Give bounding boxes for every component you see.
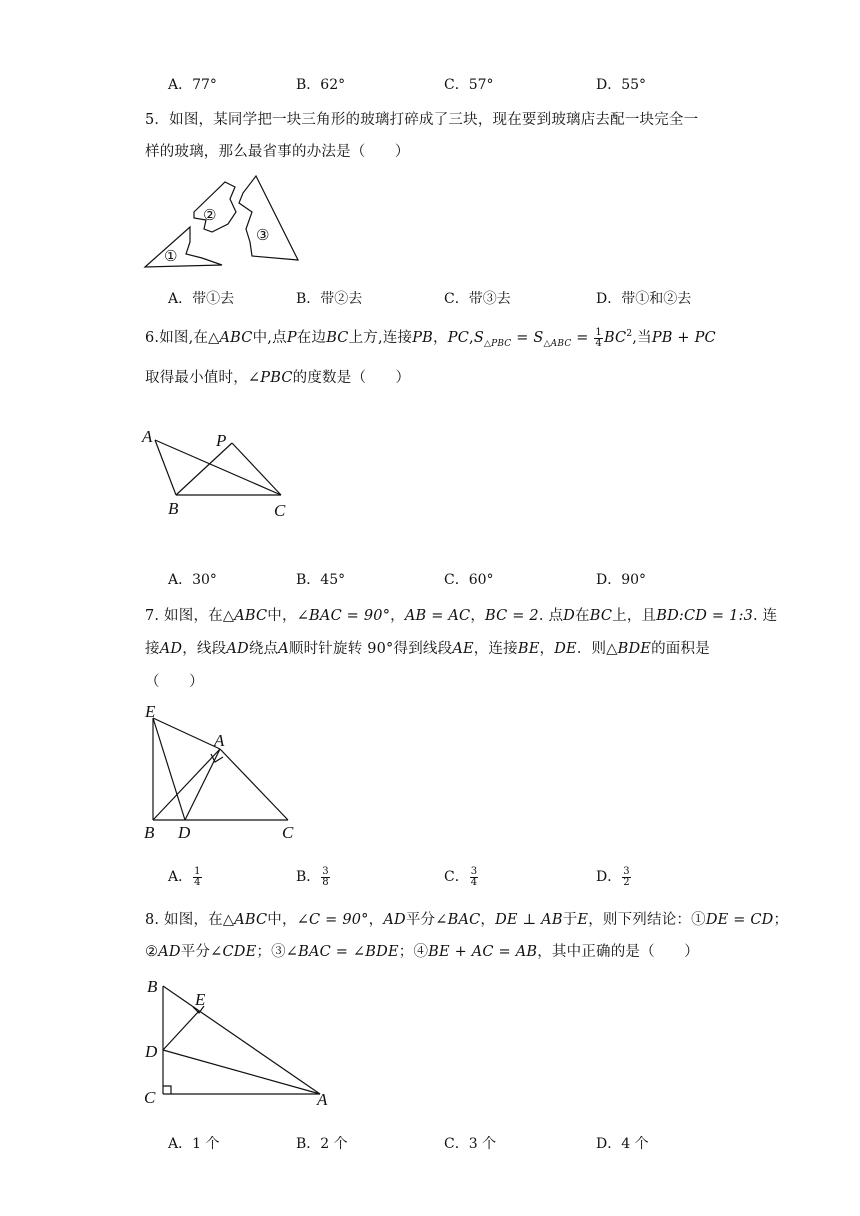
q7-math-bc: BC (589, 608, 613, 624)
q8-text: ， (480, 912, 496, 928)
q8-text: 中， (267, 912, 297, 928)
q8-label-a: A (317, 1090, 328, 1109)
q8-text: 于 (562, 912, 578, 928)
q7-text: 在 (575, 608, 590, 624)
q6-math-p: P (286, 330, 297, 346)
q8-text: ， (368, 912, 384, 928)
q8-label-d: D (145, 1042, 158, 1061)
q7-text: 7. 如图，在△ (145, 608, 235, 624)
frac-den: 4 (470, 876, 478, 888)
q7-option-fraction (622, 867, 630, 888)
q7-option-letter: D． (596, 869, 622, 885)
q7-math-cond2: AB = AC (404, 608, 471, 624)
q8-option-b[interactable]: B．2 个 (296, 1136, 348, 1152)
q6-text: 取得最小值时， (145, 370, 248, 386)
q6-math-sub: △ABC (543, 338, 572, 349)
q6-text: 上方,连接 (348, 330, 413, 346)
q6-option-c[interactable]: C．60° (444, 572, 494, 588)
q5-option-d[interactable]: D．带①和②去 (596, 291, 692, 307)
q6-math-sup: 2 (626, 329, 633, 340)
q6-text: 6.如图,在△ (145, 330, 220, 346)
q5-stem-line1: 5．如图，某同学把一块三角形的玻璃打碎成了三块，现在要到玻璃店去配一块完全一 (145, 112, 699, 128)
q7-math-ad: AD (226, 641, 249, 657)
q6-option-d[interactable]: D．90° (596, 572, 647, 588)
q8-math-cond1: ∠C = 90° (296, 912, 369, 928)
q4-option-c[interactable]: C．57° (444, 77, 494, 93)
q7-math-ratio: BD:CD = 1:3 (656, 608, 754, 624)
q7-label-d: D (178, 823, 191, 842)
q7-text: ．则△ (576, 641, 618, 657)
q8-math-perp: DE ⊥ AB (495, 912, 563, 928)
q6-text: 在边 (296, 330, 327, 346)
q8-option-d[interactable]: D．4 个 (596, 1136, 649, 1152)
q7-math-cond1: ∠BAC = 90° (296, 608, 391, 624)
q7-text: 中， (267, 608, 297, 624)
q7-text: . 点 (538, 608, 564, 624)
frac-num: 3 (322, 865, 329, 877)
q7-text: 绕点 (248, 641, 279, 657)
q5-label-2: ② (203, 206, 217, 224)
frac-num: 1 (194, 865, 201, 877)
q8-option-c[interactable]: C．3 个 (444, 1136, 497, 1152)
q5-label-3: ③ (256, 226, 270, 244)
q6-math-eq: = (511, 330, 534, 346)
q7-text: ， (539, 641, 555, 657)
q7-option-b[interactable] (296, 866, 331, 888)
q6-fraction (594, 328, 603, 349)
q8-math-abc: ABC (234, 912, 268, 928)
q7-math-ae: AE (452, 641, 474, 657)
q7-label-e: E (145, 702, 156, 721)
q7-text: ， (390, 608, 405, 624)
q7-option-letter: B． (296, 869, 321, 885)
q8-text: 8. 如图，在△ (145, 912, 235, 928)
q8-figure (140, 972, 340, 1112)
q6-stem-line2 (145, 366, 410, 387)
q5-option-c[interactable]: C．带③去 (444, 291, 511, 307)
q8-stem-line2 (145, 940, 699, 961)
q6-label-b: B (168, 499, 179, 518)
q6-label-a: A (142, 427, 153, 446)
q5-option-a[interactable]: A．带①去 (168, 291, 235, 307)
q7-option-fraction (321, 867, 329, 888)
q7-stem-line2 (145, 637, 710, 658)
q7-label-a: A (214, 731, 225, 750)
q8-label-c: C (144, 1088, 156, 1107)
q7-label-c: C (282, 823, 294, 842)
q6-math-angle: ∠PBC (247, 370, 293, 386)
q8-math-angle: ∠CDE (210, 944, 257, 960)
q7-text: ，线段 (182, 641, 227, 657)
q8-math-c3: ∠BAC = ∠BDE (285, 944, 399, 960)
q6-math-pb: PB (412, 330, 434, 346)
q6-figure (138, 422, 298, 522)
q8-math-ad: AD (158, 944, 181, 960)
q5-label-1: ① (164, 247, 178, 265)
q6-math-pc: PC (447, 330, 469, 346)
q8-stem-line1 (145, 908, 788, 929)
q8-math-c4: BE + AC = AB (428, 944, 538, 960)
q7-option-letter: A． (168, 869, 193, 885)
q7-option-fraction (193, 867, 201, 888)
q8-math-e: E (577, 912, 589, 928)
q7-math-de: DE (554, 641, 577, 657)
q6-math-abc: ABC (219, 330, 253, 346)
q5-option-b[interactable]: B．带②去 (296, 291, 363, 307)
q7-math-d: D (563, 608, 575, 624)
q5-glass-figure (140, 172, 310, 272)
frac-den: 4 (194, 876, 201, 888)
q6-math-pbpc: PB + PC (651, 330, 716, 346)
q8-text: ；③ (256, 944, 286, 960)
q7-figure (140, 700, 310, 842)
q6-option-a[interactable]: A．30° (168, 572, 217, 588)
q8-text: ，其中正确的是（ ） (537, 944, 699, 960)
q6-math-bc2: BC (603, 330, 627, 346)
q8-text: ② (145, 944, 159, 960)
q4-option-a[interactable]: A．77° (168, 77, 217, 93)
q5-stem-line2: 样的玻璃，那么最省事的办法是（ ） (145, 144, 410, 160)
q6-stem-line1: 6.如图,在△ABC中,点P在边BC上方,连接PB，$PC,S_{\triangle PBC} = S_{\triangle ABC}$ = $\frac{1}{4}$ $BC^2$,当PB + PC (145, 326, 716, 349)
q7-math-abc: ABC (234, 608, 268, 624)
q6-frac-den: 4 (595, 337, 602, 349)
q8-option-a[interactable]: A．1 个 (168, 1136, 220, 1152)
q8-text: ，则下列结论：① (588, 912, 706, 928)
q7-text: ， (470, 608, 486, 624)
q7-math-ad: AD (159, 641, 183, 657)
q6-label-c: C (274, 501, 286, 520)
q4-option-b[interactable]: B．62° (296, 77, 346, 93)
q4-option-d[interactable]: D．55° (596, 77, 647, 93)
q8-label-e: E (195, 990, 206, 1009)
q7-text: . 连 (753, 608, 778, 624)
q7-math-bde: BDE (617, 641, 652, 657)
q8-math-c1: DE = CD (705, 912, 774, 928)
q8-label-b: B (147, 977, 158, 996)
q7-math-a: A (278, 641, 289, 657)
q7-text: ，连接 (473, 641, 518, 657)
q7-stem-line1 (145, 604, 777, 625)
q6-math-bc: BC (326, 330, 349, 346)
q8-text: 平分 (405, 912, 436, 928)
q6-option-b[interactable]: B．45° (296, 572, 346, 588)
q8-math-ad: AD (383, 912, 406, 928)
q6-text: ,当 (632, 330, 652, 346)
q7-text: 顺时针旋转 90°得到线段 (288, 641, 453, 657)
q6-math-s: S (533, 330, 544, 346)
frac-num: 3 (470, 865, 478, 877)
q6-math-eq: = (571, 330, 594, 346)
q8-math-angle: ∠BAC (435, 912, 481, 928)
q8-text: 平分 (180, 944, 211, 960)
q7-option-letter: C． (444, 869, 469, 885)
q7-text: 上，且 (612, 608, 657, 624)
q7-text: 接 (145, 641, 160, 657)
q6-label-p: P (216, 431, 227, 450)
q7-label-b: B (144, 823, 155, 842)
q7-text: 的面积是 (651, 641, 710, 657)
q8-text: ； (773, 912, 789, 928)
q6-math-sub: △PBC (483, 338, 512, 349)
q6-math-s: S (473, 330, 484, 346)
frac-den: 2 (623, 876, 630, 888)
q6-text: 中,点 (252, 330, 287, 346)
q6-text: 的度数是（ ） (292, 370, 411, 386)
q6-frac-num: 1 (595, 326, 602, 338)
q7-math-cond3: BC = 2 (485, 608, 539, 624)
q7-option-a[interactable] (168, 866, 203, 888)
q7-option-fraction (470, 867, 478, 888)
q7-option-c[interactable] (444, 866, 479, 888)
frac-num: 3 (623, 865, 630, 877)
frac-den: 8 (322, 876, 329, 888)
q7-stem-line3: （ ） (145, 674, 204, 690)
q8-text: ；④ (398, 944, 429, 960)
q7-option-d[interactable] (596, 866, 632, 888)
q7-math-be: BE (517, 641, 540, 657)
q6-text: ， (433, 330, 448, 346)
